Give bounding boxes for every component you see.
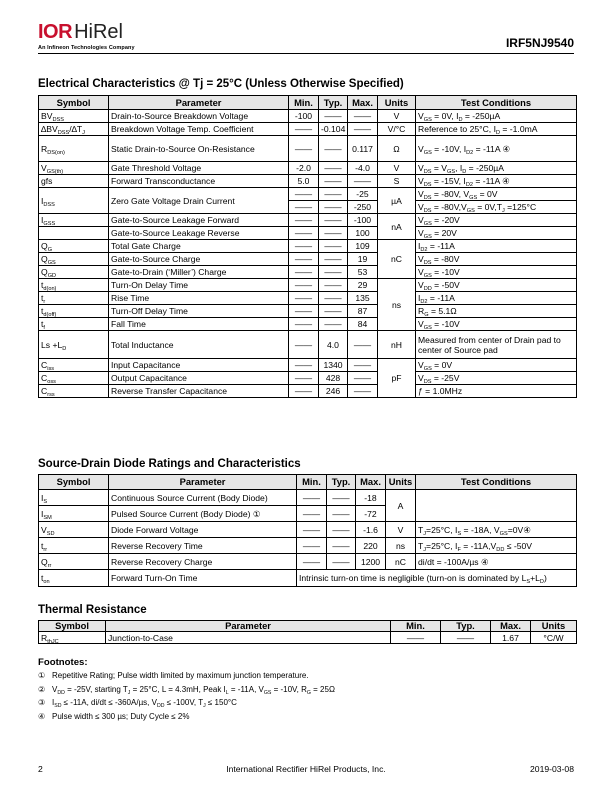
thermal-resistance-table (38, 620, 577, 644)
min-cell: —— (289, 253, 319, 266)
table-row (39, 522, 577, 538)
units-cell: pF (378, 359, 416, 398)
symbol-cell: $I_{SM}$ (39, 506, 109, 522)
symbol-cell: $V_{SD}$ (39, 522, 109, 538)
symbol-cell: $R_{DS(on)}$ (39, 136, 109, 162)
typ-cell: 4.0 (319, 331, 348, 359)
footnote-item (38, 698, 335, 712)
max-cell: 109 (348, 240, 378, 253)
conditions-cell: $V_{DD} = -50V$ (416, 279, 577, 292)
conditions-cell: $V_{GS} = -10V$, $I_{D2} = -11A$ ④ (416, 136, 577, 162)
min-cell: —— (297, 490, 327, 506)
units-cell: nC (378, 240, 416, 279)
logo-ior: IOR (38, 21, 73, 43)
table-header-row (39, 96, 577, 110)
table-row (39, 305, 577, 318)
min-cell: —— (289, 372, 319, 385)
diode-section-title: Source-Drain Diode Ratings and Characteristics (38, 458, 301, 470)
table-row (39, 188, 577, 201)
logo-wordmark (38, 22, 135, 42)
typ-cell: -0.104 (319, 123, 348, 136)
units-cell: V (378, 110, 416, 123)
parameter-cell: Output Capacitance (109, 372, 289, 385)
symbol-cell: $I_{DSS}$ (39, 188, 109, 214)
table-row (39, 175, 577, 188)
min-cell: —— (391, 632, 441, 644)
typ-cell: —— (327, 506, 356, 522)
footnote-text: $V_{DD} = -25V$, starting $T_J = 25^\circ C$, L = 4.3mH, Peak $I_L = -11A$, $V_{GS} = -10V$, $R_G = 25\Omega$ (52, 684, 335, 696)
table-row (39, 318, 577, 331)
units-cell: V (378, 162, 416, 175)
conditions-cell: Reference to 25°C, $I_D = -1.0mA$ (416, 123, 577, 136)
parameter-cell: Gate-to-Source Leakage Forward (109, 214, 289, 227)
footnote-marker: ③ (38, 698, 46, 707)
symbol-cell: $C_{rss}$ (39, 385, 109, 398)
conditions-cell: $V_{DS} = V_{GS}$, $I_D = -250\mu A$ (416, 162, 577, 175)
parameter-cell: Gate-to-Source Charge (109, 253, 289, 266)
typ-cell: —— (319, 266, 348, 279)
parameter-cell: Drain-to-Source Breakdown Voltage (109, 110, 289, 123)
header-min: Min. (289, 96, 319, 110)
merged-note-cell: Intrinsic turn-on time is negligible (turn-on is dominated by $L_S+L_D$) (297, 570, 577, 587)
min-cell: —— (297, 522, 327, 538)
typ-cell: —— (319, 188, 348, 201)
min-cell: —— (289, 136, 319, 162)
typ-cell: —— (319, 292, 348, 305)
symbol-cell: $I_{GSS}$ (39, 214, 109, 227)
header-parameter: Parameter (109, 96, 289, 110)
typ-cell: —— (319, 318, 348, 331)
parameter-cell: Fall Time (109, 318, 289, 331)
min-cell: —— (289, 214, 319, 227)
header-typ: Typ. (441, 621, 491, 632)
parameter-cell: Forward Turn-On Time (109, 570, 297, 587)
symbol-cell: $t_{d(off)}$ (39, 305, 109, 318)
max-cell: 135 (348, 292, 378, 305)
company-logo (38, 22, 135, 51)
table-header-row (39, 475, 577, 490)
min-cell: —— (289, 227, 319, 240)
typ-cell: —— (441, 632, 491, 644)
min-cell: —— (289, 201, 319, 214)
typ-cell: 428 (319, 372, 348, 385)
header-divider (38, 53, 574, 54)
symbol-cell: $Ls +L_D$ (39, 331, 109, 359)
min-cell: -100 (289, 110, 319, 123)
max-cell: -72 (356, 506, 386, 522)
typ-cell: —— (319, 240, 348, 253)
max-cell: -100 (348, 214, 378, 227)
units-cell: V/°C (378, 123, 416, 136)
table-row (39, 253, 577, 266)
typ-cell: —— (319, 201, 348, 214)
typ-cell: —— (327, 554, 356, 570)
table-row (39, 136, 577, 162)
symbol-cell: $t_r$ (39, 292, 109, 305)
table-row (39, 385, 577, 398)
conditions-cell: $V_{GS} = 0V$ (416, 359, 577, 372)
typ-cell: —— (319, 279, 348, 292)
header-test-conditions: Test Conditions (416, 475, 577, 490)
parameter-cell: Gate-to-Source Leakage Reverse (109, 227, 289, 240)
table-row (39, 227, 577, 240)
parameter-cell: Turn-Off Delay Time (109, 305, 289, 318)
symbol-cell: $Q_{GS}$ (39, 253, 109, 266)
footnote-text: Pulse width ≤ 300 µs; Duty Cycle ≤ 2% (52, 711, 190, 721)
symbol-cell: $C_{oss}$ (39, 372, 109, 385)
typ-cell: —— (327, 522, 356, 538)
logo-hirel: HiRel (74, 21, 123, 43)
max-cell: —— (348, 359, 378, 372)
max-cell: 220 (356, 538, 386, 554)
symbol-cell: $V_{GS(th)}$ (39, 162, 109, 175)
typ-cell: —— (327, 490, 356, 506)
parameter-cell: Breakdown Voltage Temp. Coefficient (109, 123, 289, 136)
footer-company: International Rectifier HiRel Products, Inc. (226, 764, 386, 774)
max-cell: 100 (348, 227, 378, 240)
header-max: Max. (348, 96, 378, 110)
logo-subtitle: An Infineon Technologies Company (38, 45, 135, 51)
conditions-cell: Measured from center of Drain pad to center of Source pad (416, 331, 577, 359)
units-cell: ns (386, 538, 416, 554)
max-cell: 19 (348, 253, 378, 266)
parameter-cell: Turn-On Delay Time (109, 279, 289, 292)
symbol-cell: $C_{iss}$ (39, 359, 109, 372)
parameter-cell: Junction-to-Case (106, 632, 391, 644)
parameter-cell: Gate Threshold Voltage (109, 162, 289, 175)
header-units: Units (531, 621, 577, 632)
header-symbol: Symbol (39, 475, 109, 490)
footnote-item (38, 712, 335, 726)
conditions-cell: di/dt = -100A/µs ④ (416, 554, 577, 570)
header-units: Units (386, 475, 416, 490)
page-number: 2 (38, 764, 43, 774)
electrical-section-title: Electrical Characteristics @ Tj = 25°C (Unless Otherwise Specified) (38, 78, 404, 90)
symbol-cell: $\Delta BV_{DSS}/\Delta T_J$ (39, 123, 109, 136)
header-symbol: Symbol (39, 621, 106, 632)
typ-cell: —— (319, 214, 348, 227)
units-cell: A (386, 490, 416, 522)
header-parameter: Parameter (106, 621, 391, 632)
units-cell: V (386, 522, 416, 538)
max-cell: 29 (348, 279, 378, 292)
thermal-section-title: Thermal Resistance (38, 604, 147, 616)
conditions-cell: $V_{GS} = -20V$ (416, 214, 577, 227)
parameter-cell: Gate-to-Drain (‘Miller’) Charge (109, 266, 289, 279)
footnotes-title: Footnotes: (38, 657, 88, 668)
table-row (39, 372, 577, 385)
parameter-cell: Input Capacitance (109, 359, 289, 372)
typ-cell: 1340 (319, 359, 348, 372)
parameter-cell: Reverse Transfer Capacitance (109, 385, 289, 398)
max-cell: —— (348, 175, 378, 188)
parameter-cell: Total Inductance (109, 331, 289, 359)
units-cell: nH (378, 331, 416, 359)
parameter-cell: Continuous Source Current (Body Diode) (109, 490, 297, 506)
table-row (39, 554, 577, 570)
typ-cell: —— (319, 136, 348, 162)
table-row (39, 331, 577, 359)
symbol-cell: $t_{rr}$ (39, 538, 109, 554)
max-cell: 1.67 (491, 632, 531, 644)
symbol-cell: $Q_{GD}$ (39, 266, 109, 279)
units-cell: µA (378, 188, 416, 214)
symbol-cell: $BV_{DSS}$ (39, 110, 109, 123)
min-cell: 5.0 (289, 175, 319, 188)
parameter-cell: Reverse Recovery Time (109, 538, 297, 554)
footnote-text: Repetitive Rating; Pulse width limited by maximum junction temperature. (52, 671, 309, 680)
max-cell: —— (348, 385, 378, 398)
table-row (39, 632, 577, 644)
parameter-cell: Diode Forward Voltage (109, 522, 297, 538)
max-cell: —— (348, 331, 378, 359)
parameter-cell: Total Gate Charge (109, 240, 289, 253)
header-test-conditions: Test Conditions (416, 96, 577, 110)
symbol-cell: $t_{on}$ (39, 570, 109, 587)
header-max: Max. (356, 475, 386, 490)
parameter-cell: Static Drain-to-Source On-Resistance (109, 136, 289, 162)
header-typ: Typ. (327, 475, 356, 490)
header-min: Min. (391, 621, 441, 632)
header-max: Max. (491, 621, 531, 632)
header-typ: Typ. (319, 96, 348, 110)
conditions-cell: $V_{DS} = -15V$, $I_{D2} = -11A$ ④ (416, 175, 577, 188)
header-units: Units (378, 96, 416, 110)
min-cell: —— (289, 385, 319, 398)
max-cell: -18 (356, 490, 386, 506)
footnote-marker: ② (38, 684, 46, 694)
min-cell: —— (289, 240, 319, 253)
symbol-cell (39, 227, 109, 240)
table-header-row (39, 621, 577, 632)
conditions-cell: $V_{DS} = -80V$, $V_{GS} = 0V$ (416, 188, 577, 201)
min-cell: —— (289, 266, 319, 279)
footnote-item (38, 671, 335, 685)
min-cell: —— (289, 318, 319, 331)
footnotes-list (38, 671, 335, 725)
max-cell: -25 (348, 188, 378, 201)
conditions-cell: $I_{D2} = -11A$ (416, 292, 577, 305)
conditions-cell: $T_J=25^\circ C$, $I_S = -18A$, $V_{GS}=0V④$ (416, 522, 577, 538)
header-min: Min. (297, 475, 327, 490)
conditions-cell: $V_{DS} = -80V,V_{GS} = 0V,T_J =125^\circ C$ (416, 201, 577, 214)
symbol-cell: $R_{thJC}$ (39, 632, 106, 644)
symbol-cell: $I_S$ (39, 490, 109, 506)
conditions-cell: $V_{GS} = -10V$ (416, 318, 577, 331)
max-cell: 84 (348, 318, 378, 331)
table-row (39, 240, 577, 253)
table-row (39, 123, 577, 136)
typ-cell: —— (319, 110, 348, 123)
units-cell: nA (378, 214, 416, 240)
min-cell: —— (289, 188, 319, 201)
typ-cell: 246 (319, 385, 348, 398)
symbol-cell: $Q_{rr}$ (39, 554, 109, 570)
parameter-cell: Zero Gate Voltage Drain Current (109, 188, 289, 214)
parameter-cell: Forward Transconductance (109, 175, 289, 188)
source-drain-diode-table (38, 474, 577, 587)
max-cell: 0.117 (348, 136, 378, 162)
min-cell: —— (297, 554, 327, 570)
typ-cell: —— (319, 227, 348, 240)
conditions-cell: ƒ = 1.0MHz (416, 385, 577, 398)
electrical-characteristics-table (38, 95, 577, 398)
footnote-item (38, 685, 335, 699)
header-parameter: Parameter (109, 475, 297, 490)
conditions-cell: $V_{GS} = 0V$, $I_D = -250\mu A$ (416, 110, 577, 123)
conditions-cell: $T_J=25^\circ C$, $I_F = -11A,V_{DD} \le -50V$ (416, 538, 577, 554)
max-cell: —— (348, 123, 378, 136)
max-cell: —— (348, 372, 378, 385)
footnote-text: $I_{SD} \le -11A$, di/dt ≤ -360A/µs, $V_{DD} \le -100V$, $T_J \le 150^\circ C$ (52, 698, 237, 709)
units-cell: Ω (378, 136, 416, 162)
parameter-cell: Rise Time (109, 292, 289, 305)
max-cell: 87 (348, 305, 378, 318)
typ-cell: —— (319, 162, 348, 175)
conditions-cell: $V_{DS} = -25V$ (416, 372, 577, 385)
min-cell: —— (289, 279, 319, 292)
conditions-cell: $I_{D2} = -11A$ (416, 240, 577, 253)
max-cell: —— (348, 110, 378, 123)
footnote-marker: ④ (38, 711, 46, 721)
max-cell: 1200 (356, 554, 386, 570)
typ-cell: —— (319, 175, 348, 188)
conditions-cell: $V_{GS} = -10V$ (416, 266, 577, 279)
table-row (39, 538, 577, 554)
conditions-cell: $R_G = 5.1\Omega$ (416, 305, 577, 318)
table-row (39, 162, 577, 175)
units-cell: ns (378, 279, 416, 331)
footer-date: 2019-03-08 (530, 764, 574, 774)
max-cell: -1.6 (356, 522, 386, 538)
table-row (39, 359, 577, 372)
table-row (39, 279, 577, 292)
table-row (39, 570, 577, 587)
table-row (39, 110, 577, 123)
conditions-cell (416, 490, 577, 522)
units-cell: nC (386, 554, 416, 570)
min-cell: -2.0 (289, 162, 319, 175)
typ-cell: —— (319, 305, 348, 318)
max-cell: -4.0 (348, 162, 378, 175)
symbol-cell: $t_{d(on)}$ (39, 279, 109, 292)
table-row (39, 292, 577, 305)
footnote-marker: ① (38, 671, 46, 680)
units-cell: S (378, 175, 416, 188)
table-row (39, 490, 577, 506)
conditions-cell: $V_{GS} = 20V$ (416, 227, 577, 240)
symbol-cell: $Q_G$ (39, 240, 109, 253)
min-cell: —— (289, 305, 319, 318)
conditions-cell: $V_{DS} = -80V$ (416, 253, 577, 266)
table-row (39, 266, 577, 279)
parameter-cell: Pulsed Source Current (Body Diode) ① (109, 506, 297, 522)
min-cell: —— (289, 123, 319, 136)
symbol-cell: $t_f$ (39, 318, 109, 331)
min-cell: —— (297, 506, 327, 522)
typ-cell: —— (327, 538, 356, 554)
parameter-cell: Reverse Recovery Charge (109, 554, 297, 570)
min-cell: —— (289, 359, 319, 372)
min-cell: —— (289, 292, 319, 305)
header-symbol: Symbol (39, 96, 109, 110)
max-cell: 53 (348, 266, 378, 279)
part-number: IRF5NJ9540 (505, 36, 574, 50)
typ-cell: —— (319, 253, 348, 266)
units-cell: °C/W (531, 632, 577, 644)
max-cell: -250 (348, 201, 378, 214)
symbol-cell: gfs (39, 175, 109, 188)
min-cell: —— (297, 538, 327, 554)
table-row (39, 214, 577, 227)
min-cell: —— (289, 331, 319, 359)
